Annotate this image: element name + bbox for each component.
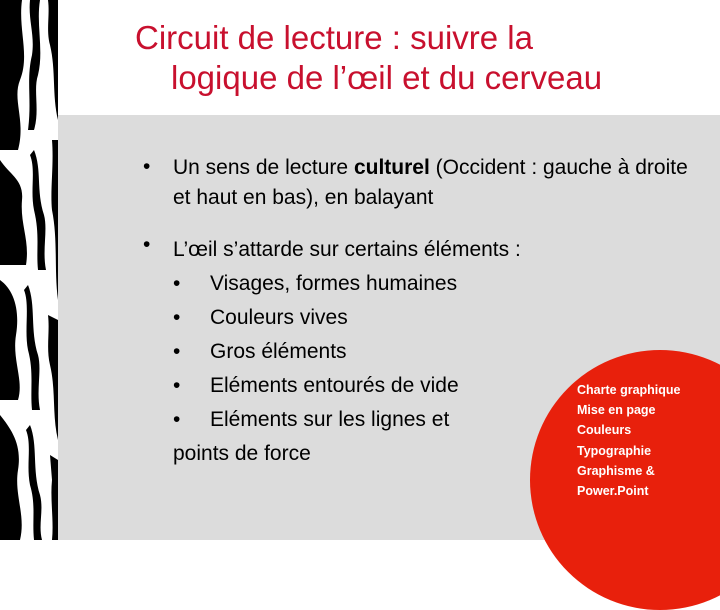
title-line-1: Circuit de lecture : suivre la [135, 19, 533, 56]
circle-topic: Power.Point [577, 484, 649, 499]
circle-topic: Graphisme & [577, 463, 655, 478]
bullet-2-intro: L’œil s’attarde sur certains éléments : [173, 238, 521, 261]
bullet-1-post: (Occident : gauche à droite et haut en bas), en balayant [173, 156, 688, 209]
title-area [0, 0, 720, 115]
zebra-stripe-decoration [0, 0, 58, 540]
bullet-2-marker: • [143, 233, 151, 256]
list-item: • Gros éléments [173, 340, 347, 363]
bullet-1-text [173, 153, 693, 213]
title-line-2: logique de l’œil et du cerveau [171, 59, 603, 96]
list-item: • Visages, formes humaines [173, 272, 458, 295]
bullet-1-pre: Un sens de lecture [173, 156, 354, 179]
circle-topic: Typographie [577, 443, 652, 458]
list-item: • Couleurs vives [173, 306, 348, 329]
circle-topic: Couleurs [577, 423, 632, 438]
bullet-1-marker: • [143, 155, 151, 178]
slide-title [135, 18, 705, 98]
list-item: • Eléments entourés de vide [173, 374, 459, 397]
circle-topics [577, 380, 681, 501]
circle-topic: Mise en page [577, 403, 656, 418]
circle-topic: Charte graphique [577, 383, 681, 397]
list-item-tail: points de force [173, 442, 311, 465]
list-item: • Eléments sur les lignes et [173, 408, 450, 431]
bullet-1-bold: culturel [353, 156, 430, 179]
